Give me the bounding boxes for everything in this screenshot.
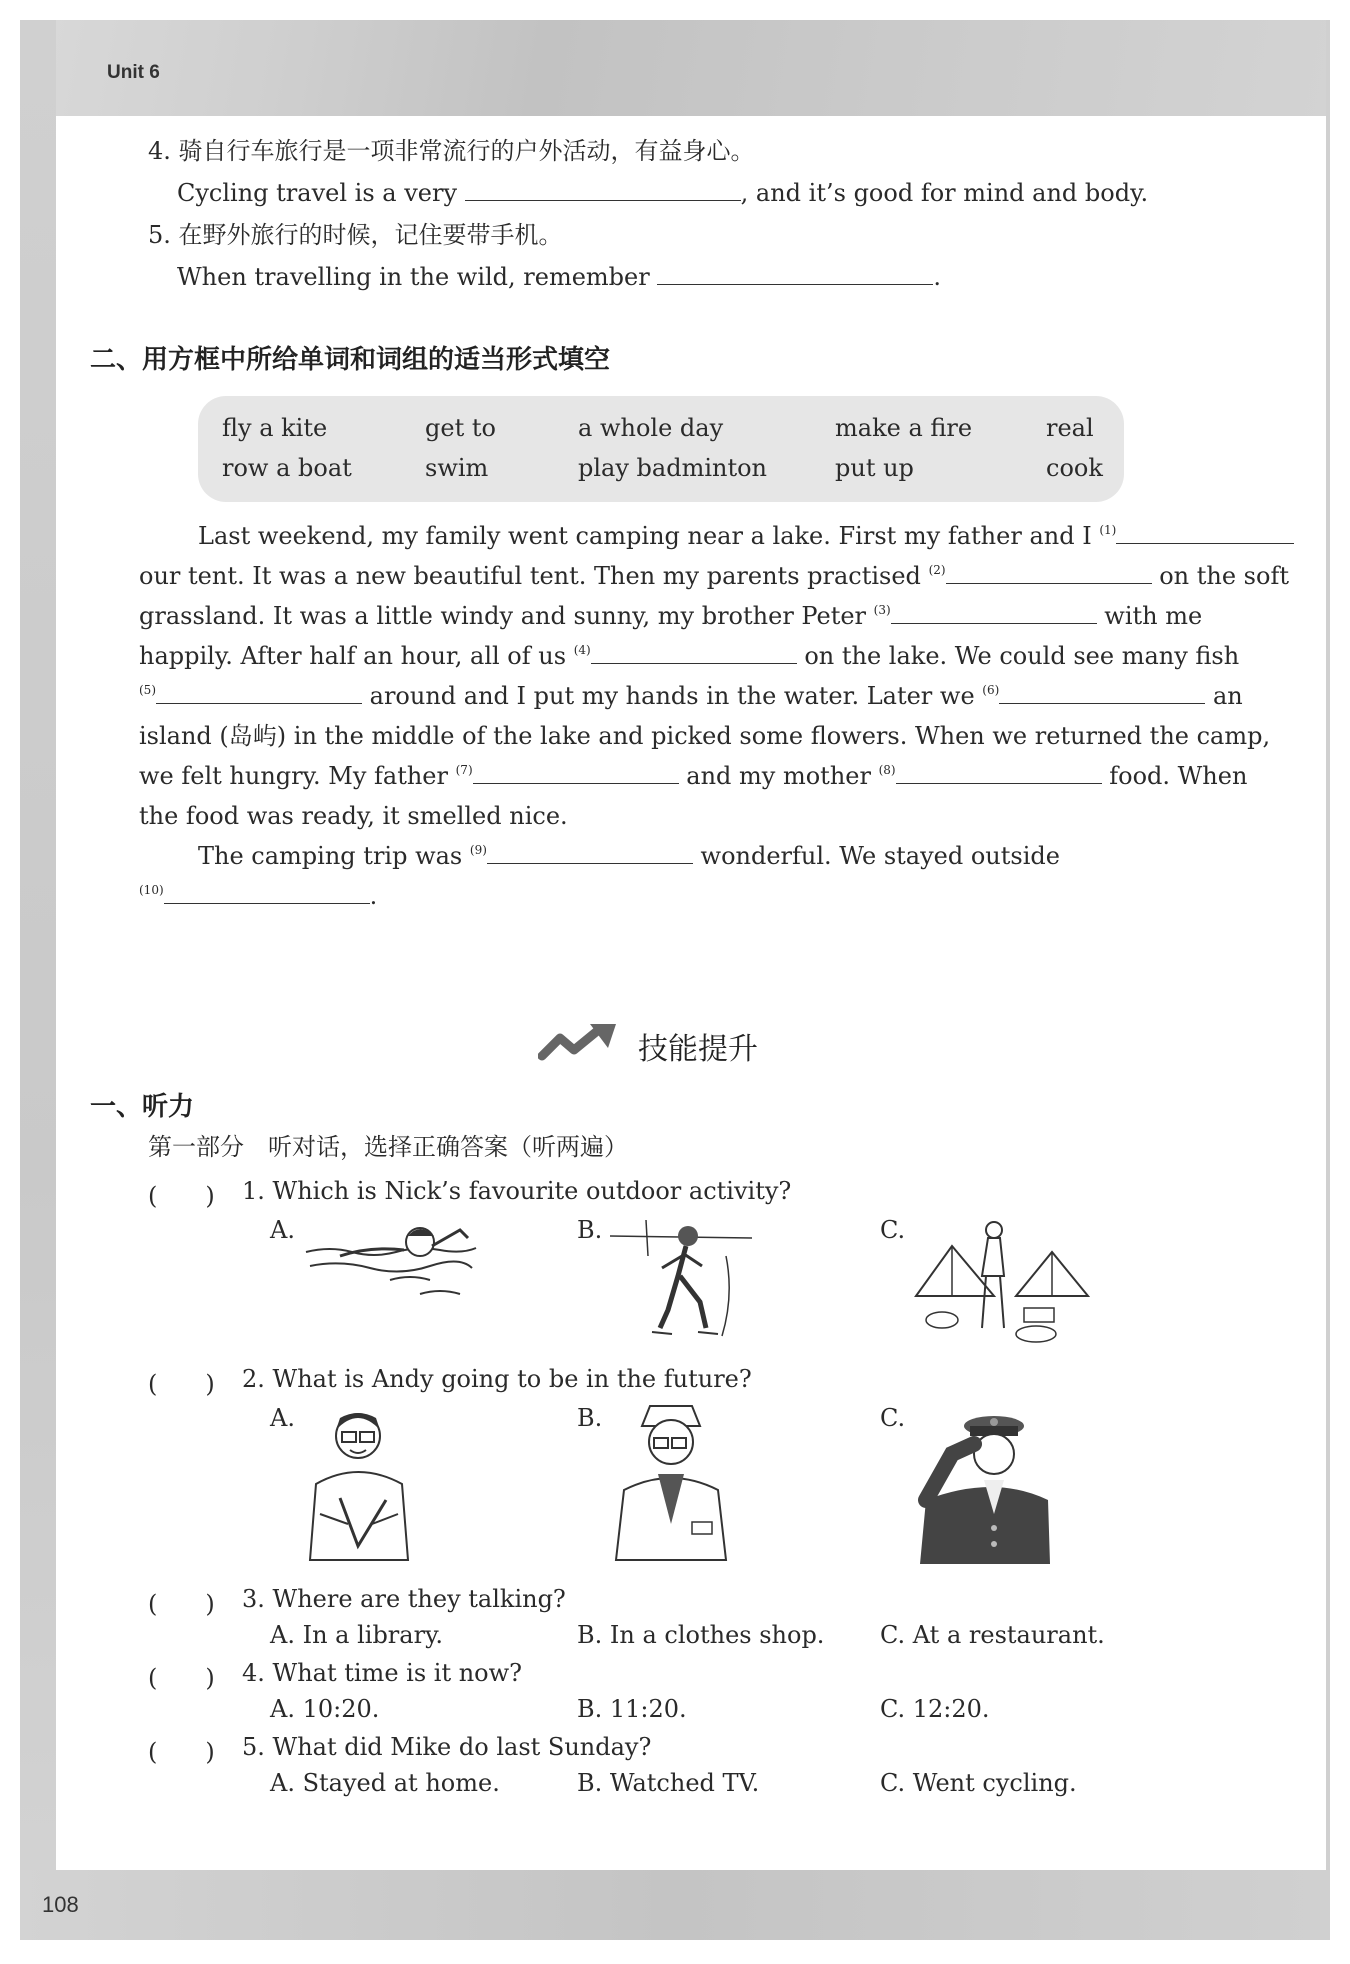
q4-english bbox=[177, 178, 1148, 208]
passage-line-3 bbox=[139, 601, 1202, 631]
blank-7[interactable] bbox=[473, 761, 679, 784]
answer-parentheses[interactable]: ( ) bbox=[148, 1664, 215, 1692]
blank-number: (10) bbox=[139, 883, 164, 897]
q3-option-b[interactable]: B. In a clothes shop. bbox=[577, 1621, 825, 1649]
answer-parentheses[interactable]: ( ) bbox=[148, 1182, 215, 1210]
q5-option-b[interactable]: B. Watched TV. bbox=[577, 1769, 760, 1797]
q2-option-a-label: A. bbox=[270, 1404, 295, 1432]
q3-option-c[interactable]: C. At a restaurant. bbox=[880, 1621, 1105, 1649]
passage-line-1 bbox=[198, 521, 1294, 551]
word-bank-item: cook bbox=[1046, 454, 1103, 482]
q5-text-a: When travelling in the wild, remember bbox=[177, 263, 650, 291]
question-2: 2. What is Andy going to be in the future? bbox=[242, 1365, 752, 1393]
passage-text: The camping trip was bbox=[198, 842, 463, 870]
q1-option-c-label: C. bbox=[880, 1216, 906, 1244]
q4-option-b[interactable]: B. 11:20. bbox=[577, 1695, 687, 1723]
passage-line-8: the food was ready, it smelled nice. bbox=[139, 802, 568, 830]
passage-line-6: island (岛屿) in the middle of the lake and picked some flowers. When we returned the camp, bbox=[139, 722, 1271, 750]
passage-text: . bbox=[369, 882, 378, 910]
section2-title: 二、用方框中所给单词和词组的适当形式填空 bbox=[90, 345, 611, 375]
blank-number: (5) bbox=[139, 683, 156, 697]
blank-number: (8) bbox=[878, 763, 896, 777]
q4-text-a: Cycling travel is a very bbox=[177, 179, 458, 207]
blank-number: (4) bbox=[573, 643, 591, 657]
q5-chinese: 5. 在野外旅行的时候，记住要带手机。 bbox=[148, 221, 563, 249]
blank-number: (7) bbox=[455, 763, 473, 777]
passage-text: around and I put my hands in the water. Later we bbox=[369, 682, 975, 710]
blank-number: (3) bbox=[873, 603, 891, 617]
question-3: 3. Where are they talking? bbox=[242, 1585, 566, 1613]
passage-line-7 bbox=[139, 761, 1247, 791]
blank-6[interactable] bbox=[999, 681, 1205, 704]
passage-text: happily. After half an hour, all of us bbox=[139, 642, 567, 670]
passage-line-5 bbox=[139, 681, 1243, 711]
blank-number: (6) bbox=[982, 683, 1000, 697]
skating-picture[interactable] bbox=[606, 1216, 756, 1346]
answer-parentheses[interactable]: ( ) bbox=[148, 1590, 215, 1618]
word-bank-item: a whole day bbox=[578, 414, 724, 442]
q5-option-c[interactable]: C. Went cycling. bbox=[880, 1769, 1077, 1797]
swimming-picture[interactable] bbox=[300, 1216, 480, 1306]
trend-arrow-icon bbox=[538, 1024, 620, 1064]
word-bank-item: fly a kite bbox=[222, 414, 328, 442]
passage-text: on the lake. We could see many fish bbox=[804, 642, 1240, 670]
passage-line-10 bbox=[139, 881, 377, 911]
q5-text-b: . bbox=[933, 263, 942, 291]
blank-4[interactable] bbox=[591, 641, 797, 664]
page-header-band bbox=[20, 20, 1328, 116]
page-right-margin bbox=[1326, 20, 1330, 1940]
blank-9[interactable] bbox=[487, 841, 693, 864]
listening-title: 一、听力 bbox=[90, 1092, 195, 1122]
police-officer-picture[interactable] bbox=[912, 1404, 1052, 1564]
word-bank-item: put up bbox=[835, 454, 914, 482]
passage-text: with me bbox=[1104, 602, 1203, 630]
skills-title: 技能提升 bbox=[638, 1032, 758, 1067]
blank-5[interactable] bbox=[156, 681, 362, 704]
q4-chinese: 4. 骑自行车旅行是一项非常流行的户外活动，有益身心。 bbox=[148, 137, 755, 165]
passage-line-4 bbox=[139, 641, 1239, 671]
q2-option-c-label: C. bbox=[880, 1404, 906, 1432]
unit-label: Unit 6 bbox=[107, 62, 160, 83]
blank-number: (1) bbox=[1099, 523, 1117, 537]
answer-parentheses[interactable]: ( ) bbox=[148, 1370, 215, 1398]
doctor-picture[interactable] bbox=[606, 1404, 736, 1564]
blank-number: (9) bbox=[469, 843, 487, 857]
passage-text: and my mother bbox=[686, 762, 871, 790]
passage-text: an bbox=[1212, 682, 1243, 710]
q4-answer-blank[interactable] bbox=[465, 178, 741, 201]
word-bank-box bbox=[198, 396, 1124, 502]
passage-text: Last weekend, my family went camping near a lake. First my father and I bbox=[198, 522, 1092, 550]
q5-english bbox=[177, 262, 941, 292]
q4-text-b: , and it’s good for mind and body. bbox=[740, 179, 1149, 207]
blank-3[interactable] bbox=[891, 601, 1097, 624]
q1-option-a-label: A. bbox=[270, 1216, 295, 1244]
blank-2[interactable] bbox=[946, 561, 1152, 584]
blank-8[interactable] bbox=[896, 761, 1102, 784]
passage-text: wonderful. We stayed outside bbox=[700, 842, 1060, 870]
q5-answer-blank[interactable] bbox=[657, 262, 933, 285]
q2-option-b-label: B. bbox=[577, 1404, 603, 1432]
q1-option-b-label: B. bbox=[577, 1216, 603, 1244]
part1-instruction: 第一部分 听对话，选择正确答案（听两遍） bbox=[148, 1133, 628, 1161]
passage-text: we felt hungry. My father bbox=[139, 762, 448, 790]
word-bank-item: real bbox=[1046, 414, 1094, 442]
blank-number: (2) bbox=[928, 563, 946, 577]
blank-1[interactable] bbox=[1116, 521, 1294, 544]
page-left-margin bbox=[20, 20, 56, 1940]
word-bank-item: make a fire bbox=[835, 414, 973, 442]
passage-text: grassland. It was a little windy and sunny, my brother Peter bbox=[139, 602, 867, 630]
word-bank-item: play badminton bbox=[578, 454, 768, 482]
passage-line-9 bbox=[198, 841, 1060, 871]
question-1: 1. Which is Nick’s favourite outdoor activity? bbox=[242, 1177, 792, 1205]
word-bank-item: get to bbox=[425, 414, 496, 442]
page-footer-band bbox=[20, 1870, 1330, 1940]
word-bank-item: row a boat bbox=[222, 454, 352, 482]
camping-picture[interactable] bbox=[912, 1216, 1092, 1348]
answer-parentheses[interactable]: ( ) bbox=[148, 1738, 215, 1766]
passage-text: on the soft bbox=[1159, 562, 1289, 590]
passage-text: our tent. It was a new beautiful tent. Then my parents practised bbox=[139, 562, 921, 590]
blank-10[interactable] bbox=[164, 881, 370, 904]
passage-line-2 bbox=[139, 561, 1289, 591]
q5-option-a[interactable]: A. Stayed at home. bbox=[270, 1769, 500, 1797]
q3-option-a[interactable]: A. In a library. bbox=[270, 1621, 444, 1649]
word-bank-item: swim bbox=[425, 454, 489, 482]
question-5: 5. What did Mike do last Sunday? bbox=[242, 1733, 652, 1761]
page-number: 108 bbox=[42, 1892, 79, 1917]
question-4: 4. What time is it now? bbox=[242, 1659, 523, 1687]
teacher-picture[interactable] bbox=[300, 1404, 418, 1564]
passage-text: food. When bbox=[1109, 762, 1248, 790]
q4-option-c[interactable]: C. 12:20. bbox=[880, 1695, 990, 1723]
q4-option-a[interactable]: A. 10:20. bbox=[270, 1695, 380, 1723]
